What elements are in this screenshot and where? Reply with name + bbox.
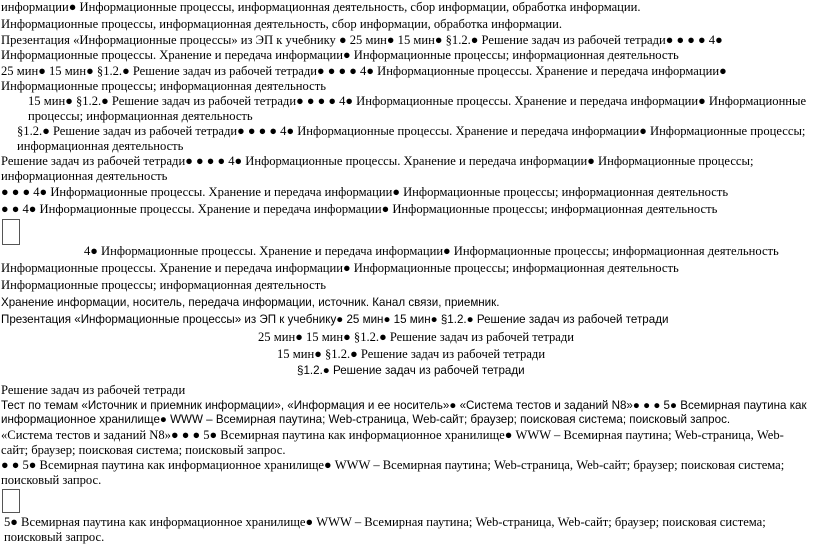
text-line-17: §1.2.● Решение задач из рабочей тетради bbox=[297, 364, 525, 377]
text-line-8: ● ● ● 4● Информационные процессы. Хранение и передача информации● Информационные процессы; информационная деятельность bbox=[1, 185, 729, 199]
text-line-2: Информационные процессы, информационная деятельность, сбор информации, обработка информации. bbox=[1, 17, 563, 31]
text-line-11: Информационные процессы. Хранение и передача информации● Информационные процессы; информационная деятельность bbox=[1, 261, 679, 275]
text-line-3: Презентация «Информационные процессы» из ЭП к учебнику ● 25 мин● 15 мин● §1.2.● Решение задач из рабочей тетради● ● ● ● 4● Информационные процессы. Хранение и передача информации● Информационные процессы; информационная деятельность bbox=[1, 33, 723, 62]
text-line-12: Информационные процессы; информационная деятельность bbox=[1, 278, 326, 292]
text-line-13: Хранение информации, носитель, передача информации, источник. Канал связи, приемник. bbox=[1, 296, 500, 309]
image-placeholder-box bbox=[2, 219, 20, 245]
text-line-1: информации● Информационные процессы, информационная деятельность, сбор информации, обработка информации. bbox=[1, 0, 641, 14]
text-line-22: 5● Всемирная паутина как информационное хранилище● WWW – Всемирная паутина; Web-страница, Web-сайт; браузер; поисковая система; поисковый запрос. bbox=[4, 515, 766, 544]
image-placeholder-box-2 bbox=[2, 489, 20, 513]
text-line-10: 4● Информационные процессы. Хранение и передача информации● Информационные процессы; информационная деятельность bbox=[84, 244, 779, 258]
text-line-14: Презентация «Информационные процессы» из ЭП к учебнику● 25 мин● 15 мин● §1.2.● Решение задач из рабочей тетради bbox=[1, 313, 669, 326]
text-line-15: 25 мин● 15 мин● §1.2.● Решение задач из рабочей тетради bbox=[258, 330, 575, 344]
text-line-9: ● ● 4● Информационные процессы. Хранение и передача информации● Информационные процессы; информационная деятельность bbox=[1, 202, 718, 216]
text-line-6: §1.2.● Решение задач из рабочей тетради● ● ● ● 4● Информационные процессы. Хранение и передача информации● Информационные процессы; информационная деятельность bbox=[17, 124, 806, 153]
text-line-5: 15 мин● §1.2.● Решение задач из рабочей тетради● ● ● ● 4● Информационные процессы. Хранение и передача информации● Информационные процессы; информационная деятельность bbox=[28, 94, 807, 123]
text-line-21: ● ● 5● Всемирная паутина как информационное хранилище● WWW – Всемирная паутина; Web-страница, Web-сайт; браузер; поисковая система; поисковый запрос. bbox=[1, 458, 785, 487]
text-line-20: «Система тестов и заданий N8»● ● ● 5● Всемирная паутина как информационное хранилище● WWW – Всемирная паутина; Web-страница, Web-сайт; браузер; поисковая система; поисковый запрос. bbox=[1, 428, 784, 457]
text-line-4: 25 мин● 15 мин● §1.2.● Решение задач из рабочей тетради● ● ● ● 4● Информационные процессы. Хранение и передача информации● Информационные процессы; информационная деятельность bbox=[1, 64, 727, 93]
text-line-19: Тест по темам «Источник и приемник информации», «Информация и ее носитель»● «Система тестов и заданий N8»● ● ● 5● Всемирная паутина как информационное хранилище● WWW – Всемирная паутина; Web-страница, Web-сайт; браузер; поисковая система; поисковый запрос. bbox=[1, 399, 807, 426]
text-line-7: Решение задач из рабочей тетради● ● ● ● 4● Информационные процессы. Хранение и передача информации● Информационные процессы; информационная деятельность bbox=[1, 154, 754, 183]
text-line-18: Решение задач из рабочей тетради bbox=[1, 383, 186, 397]
text-line-16: 15 мин● §1.2.● Решение задач из рабочей тетради bbox=[277, 347, 546, 361]
